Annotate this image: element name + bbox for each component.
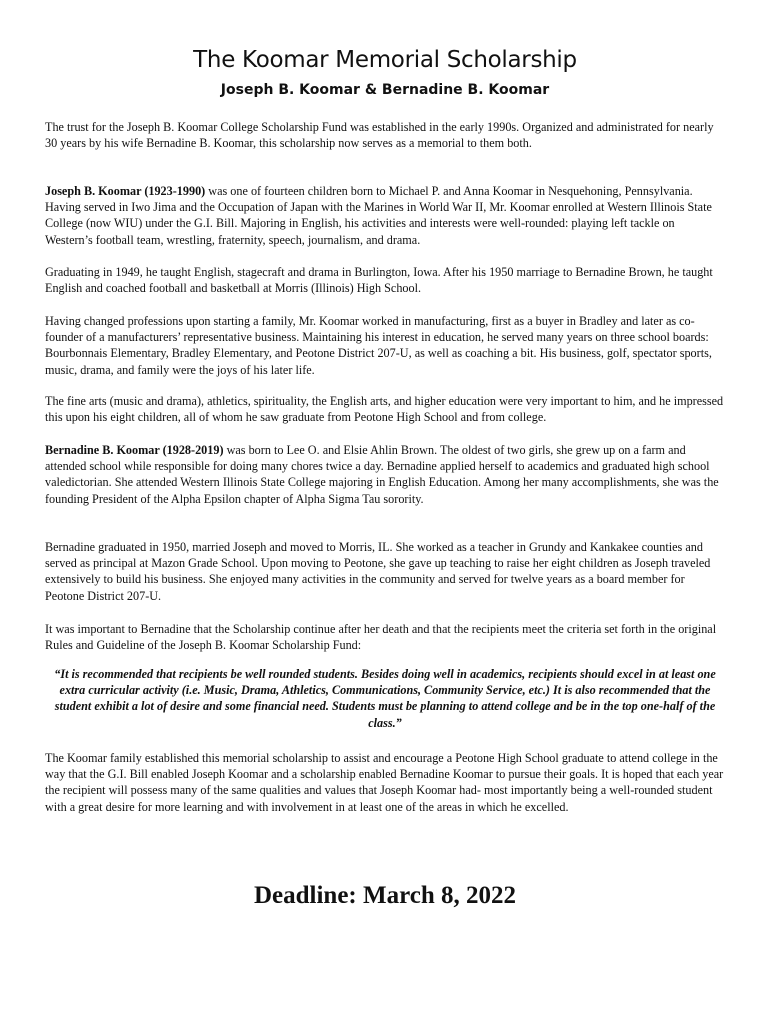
fine-arts-paragraph: The fine arts (music and drama), athletics, spirituality, the English arts, and higher education were very important to him, and he impressed this upon his eight children, all of whom he saw graduate from Peotone High School and from college.: [45, 394, 724, 425]
page-title: The Koomar Memorial Scholarship: [193, 47, 577, 73]
joseph-name: Joseph B. Koomar (1923-1990): [45, 184, 206, 198]
joseph-bio: was one of fourteen children born to Michael P. and Anna Koomar in Nesquehoning, Pennsylvania. Having served in Iwo Jima and the Occupation of Japan with the Marines in World War II, Mr. Koomar enrolled at Western Illinois State College (now WIU) under the G.I. Bill. Majoring in English, his activities and interests were well-rounded: playing left tackle on Western’s football team, wrestling, fraternity, speech, journalism, and drama.: [45, 184, 712, 247]
deadline: Deadline: March 8, 2022: [253, 882, 516, 909]
professions-paragraph: Having changed professions upon starting a family, Mr. Koomar worked in manufacturing, first as a buyer in Bradley and later as co-founder of a manufacturers’ representative business. Maintaining his interest in education, he served many years on three school boards: Bourbonnais Elementary, Bradley Elementary, and Peotone District 207-U, as well as coaching a bit. His business, golf, spectator sports, music, drama, and family were the joys of his later life.: [45, 314, 712, 377]
graduating-paragraph: Graduating in 1949, he taught English, stagecraft and drama in Burlington, Iowa. After his 1950 marriage to Bernadine Brown, he taught English and coached football and basketball at Morris (Illinois) High School.: [45, 265, 713, 296]
criteria-quote: “It is recommended that recipients be well rounded students. Besides doing well in academics, recipients should excel in at least one extra curricular activity (i.e. Music, Drama, Athletics, Communications, Community Service, etc.) It is also recommended that the student exhibit a lot of desire and some financial need. Students must be planning to attend college and be in the top one-half of the class.”: [54, 667, 716, 730]
intro-paragraph: The trust for the Joseph B. Koomar College Scholarship Fund was established in the early 1990s. Organized and administrated for nearly 30 years by his wife Bernadine B. Koomar, this scholarship now serves as a memorial to them both.: [45, 120, 714, 151]
bernadine-bio: was born to Lee O. and Elsie Ahlin Brown. The oldest of two girls, she grew up on a farm and attended school while responsible for doing many chores twice a day. Bernadine applied herself to academics and graduated high school valedictorian. She attended Western Illinois State College majoring in English Education. Among her many accomplishments, she was the founding President of the Alpha Epsilon chapter of Alpha Sigma Tau sorority.: [45, 443, 719, 506]
bernadine-paragraph: [45, 442, 725, 507]
bernadine-name: Bernadine B. Koomar (1928-2019): [45, 443, 224, 457]
closing-paragraph: The Koomar family established this memorial scholarship to assist and encourage a Peotone High School graduate to attend college in the way that the G.I. Bill enabled Joseph Koomar and a scholarship enabled Bernadine Koomar to pursue their goals. It is hoped that each year the recipient will possess many of the same qualities and values that Joseph Koomar had- most importantly being a well-rounded student with a great desire for more learning and with involvement in at least one of the areas in which he excelled.: [45, 751, 724, 814]
page-subtitle: Joseph B. Koomar & Bernadine B. Koomar: [220, 82, 550, 98]
criteria-paragraph: It was important to Bernadine that the Scholarship continue after her death and that the recipients meet the criteria set forth in the original Rules and Guideline of the Joseph B. Koomar Scholarship Fund:: [45, 622, 717, 653]
bernadine-grad-paragraph: Bernadine graduated in 1950, married Joseph and moved to Morris, IL. She worked as a teacher in Grundy and Kankakee counties and served as principal at Mazon Grade School. Upon moving to Peotone, she gave up teaching to raise her eight children as Joseph traveled extensively to build his business. She enjoyed many activities in the community and served for twelve years as a board member for Peotone District 207-U.: [45, 540, 711, 603]
joseph-paragraph: [45, 183, 725, 248]
